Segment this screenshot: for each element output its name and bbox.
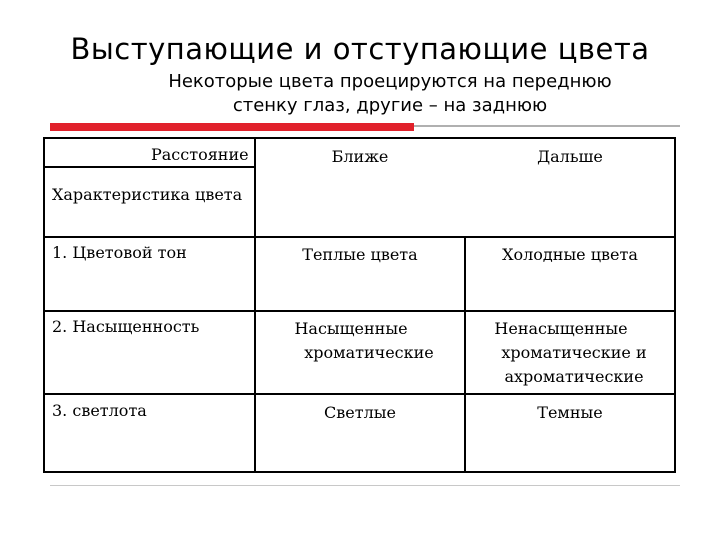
header-col-near: Ближе bbox=[331, 147, 389, 166]
header-corner-distance: Расстояние bbox=[151, 145, 249, 164]
table-header-divider bbox=[45, 166, 254, 168]
table-row-divider-1 bbox=[45, 236, 674, 238]
accent-bar bbox=[50, 123, 414, 131]
comparison-table bbox=[43, 137, 676, 473]
slide-subtitle bbox=[90, 70, 690, 118]
row-1-label: 1. Цветовой тон bbox=[52, 243, 187, 262]
subtitle-line-1: Некоторые цвета проецируются на переднюю bbox=[168, 71, 612, 92]
row-2-label: 2. Насыщенность bbox=[52, 317, 200, 336]
slide-title: Выступающие и отступающие цвета bbox=[70, 32, 650, 66]
row-2-far-line-1: Ненасыщенные bbox=[494, 319, 628, 338]
row-2-near-line-2: хроматические bbox=[304, 343, 434, 362]
row-2-far-line-3: ахроматические bbox=[504, 367, 644, 386]
subtitle-line-2: стенку глаз, другие – на заднюю bbox=[232, 95, 548, 116]
table-row-divider-3 bbox=[45, 393, 674, 395]
row-1-near: Теплые цвета bbox=[302, 245, 418, 264]
header-col-far: Дальше bbox=[537, 147, 603, 166]
bottom-rule bbox=[50, 485, 680, 486]
row-3-near: Светлые bbox=[324, 403, 396, 422]
header-corner-characteristic: Характеристика цвета bbox=[52, 185, 243, 204]
row-2-near bbox=[256, 317, 464, 365]
row-1-far: Холодные цвета bbox=[502, 245, 638, 264]
row-2-far bbox=[466, 317, 674, 389]
table-row-divider-2 bbox=[45, 310, 674, 312]
row-3-far: Темные bbox=[537, 403, 603, 422]
row-2-far-line-2: хроматические и bbox=[501, 343, 647, 362]
row-2-near-line-1: Насыщенные bbox=[294, 319, 408, 338]
row-3-label: 3. светлота bbox=[52, 401, 147, 420]
